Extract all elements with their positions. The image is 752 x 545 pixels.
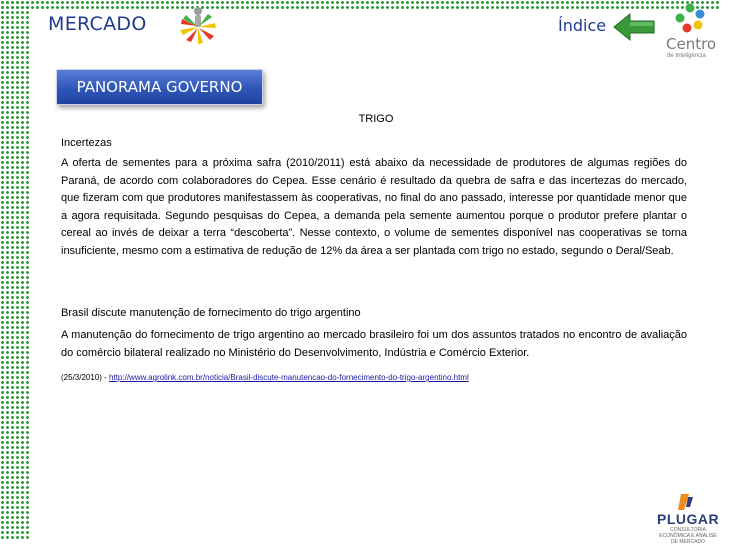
source-link[interactable]: http://www.agrolink.com.br/noticia/Brasil-discute-manutencao-do-fornecimento-do-trigo-argentino.html — [109, 373, 469, 382]
centro-logo-subtitle: de Inteligência — [667, 53, 706, 59]
centro-logo-name: Centro — [666, 35, 717, 53]
section-heading-brasil: Brasil discute manutenção de fornecimento do trigo argentino — [61, 307, 361, 319]
section-title: MERCADO — [48, 13, 147, 35]
document-title: TRIGO — [358, 113, 394, 125]
decorative-dots-top — [0, 0, 720, 9]
panorama-governo-tab[interactable]: PANORAMA GOVERNO — [56, 69, 263, 105]
people-circle-icon — [176, 4, 220, 46]
section-body-incertezas: A oferta de sementes para a próxima safra (2010/2011) está abaixo da necessidade de produtores de algumas regiões do Paraná, de acordo com colaboradores do Cepea. Esse cenário é resultado da quebra de safra e das incertezas do mercado, que fizeram com que produtores manifestassem às cooperativas, no final do ano passado, interesse por quantidade menor que a agora requisitada. Segundo pesquisas do Cepea, a demanda pela semente aumentou porque o produtor prefere plantar o cereal ao invés de deixar a terra “descoberta”. Nesse contexto, o volume de sementes disponível nas cooperativas se torna insuficiente, mesmo com a estimativa de redução de 12% da área a ser plantada com trigo no estado, segundo o Deral/Seab. — [61, 157, 687, 257]
back-arrow-icon[interactable] — [612, 11, 658, 43]
decorative-dots-left — [0, 0, 30, 540]
section-body-brasil: A manutenção do fornecimento de trigo argentino ao mercado brasileiro foi um dos assuntos tratados no encontro de avaliação do comércio bilateral realizado no Ministério do Desenvolvimento, Indústria e Comércio Exterior. — [61, 329, 687, 359]
centro-logo — [660, 2, 718, 62]
centro-logo-icon — [660, 2, 718, 36]
plugar-logo-name: PLUGAR — [657, 511, 720, 527]
source-citation — [61, 373, 469, 382]
section-heading-incertezas: Incertezas — [61, 137, 112, 149]
index-link[interactable]: Índice — [558, 16, 607, 35]
plugar-logo-icon — [655, 492, 717, 512]
plugar-logo-subtitle: CONSULTORIA ECONÔMICA E ANÁLISE DE MERCADO — [659, 527, 717, 545]
source-date: (25/3/2010) - — [61, 373, 110, 382]
plugar-logo — [655, 492, 720, 545]
